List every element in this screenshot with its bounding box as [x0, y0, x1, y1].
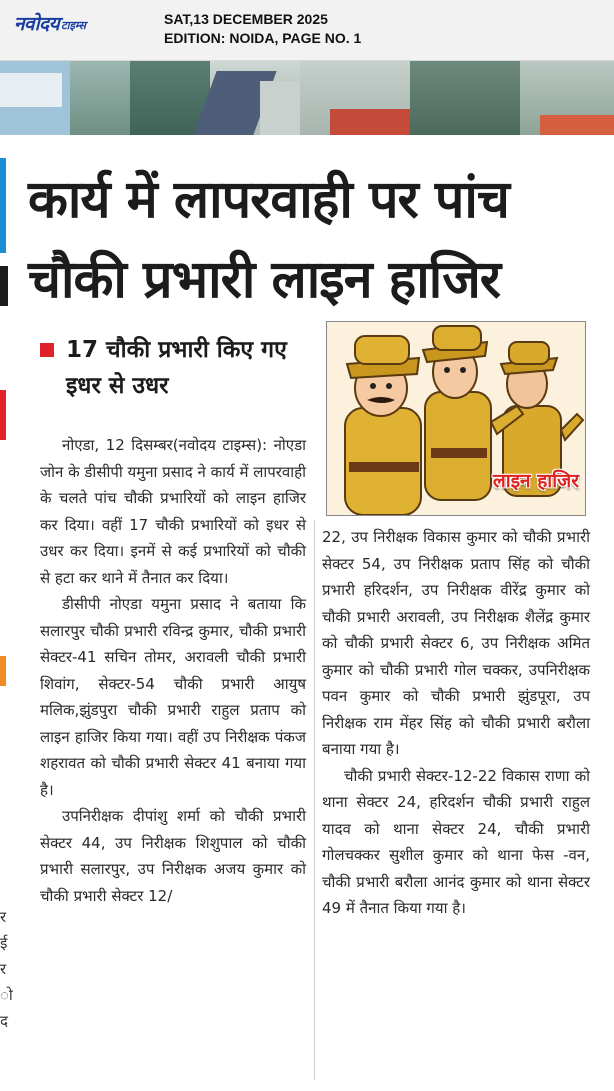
logo-sub-text: टाइम्स — [61, 19, 86, 32]
edition-info — [164, 10, 361, 48]
article-column-2 — [322, 524, 590, 922]
officer-left-figure — [345, 336, 421, 515]
top-photo-strip — [0, 61, 614, 135]
article-subhead: 17 चौकी प्रभारी किए गए इधर से उधर — [66, 337, 287, 399]
article-headline — [28, 160, 608, 320]
article-column-1 — [40, 432, 306, 909]
paragraph: उपनिरीक्षक दीपांशु शर्मा को चौकी प्रभारी सेक्टर 44, उप निरीक्षक शिशुपाल को चौकी प्रभारी सलारपुर, उप निरीक्षक अजय कुमार को चौकी प्रभारी सेक्टर 12/ — [40, 807, 306, 905]
logo-main-text: नवोदय — [14, 13, 60, 35]
line-hazir-stamp: लाइन हाजिर — [492, 470, 579, 492]
newspaper-logo[interactable] — [14, 10, 86, 36]
adjacent-article-fragment — [0, 158, 14, 1088]
headline-line-1: कार्य में लापरवाही पर पांच — [28, 170, 509, 230]
accent-bar-red — [0, 390, 6, 440]
newspaper-header — [0, 0, 614, 61]
paragraph: 22, उप निरीक्षक विकास कुमार को चौकी प्रभारी सेक्टर 54, उप निरीक्षक प्रताप सिंह को चौकी प्रभारी हरिदर्शन, उप निरीक्षक वीरेंद्र कुमार को चौकी प्रभारी अरावली, उप निरीक्षक शैलेंद्र कुमार को चौकी प्रभारी सेक्टर 6, उप निरीक्षक अमित कुमार को चौकी प्रभारी गोल चक्कर, उपनिरीक्षक पवन कुमार को चौकी प्रभारी झुंडपूरा, उप निरीक्षक राम मेंहर सिंह को चौकी प्रभारी बरौला बनाया गया है। — [322, 528, 590, 758]
column-divider — [314, 520, 315, 1080]
accent-bar-blue — [0, 158, 6, 253]
paragraph: नोएडा, 12 दिसम्बर(नवोदय टाइम्स): नोएडा जोन के डीसीपी यमुना प्रसाद ने कार्य में लापरवाही के चलते पांच चौकी प्रभारियों को लाइन हाजिर कर दिया। वहीं 17 चौकी प्रभारियों को इधर से उधर कर दिया। इनमें से कई प्रभारियों को चौकी से हटा कर थाने में तैनात कर दिया। — [40, 436, 306, 587]
paragraph: चौकी प्रभारी सेक्टर-12-22 विकास राणा को थाना सेक्टर 24, हरिदर्शन चौकी प्रभारी राहुल यादव को थाना सेक्टर 24, चौकी प्रभारी गोलचक्कर सुशील कुमार को थाना फेस -वन, चौकी प्रभारी बरौला आनंद कुमार को थाना सेक्टर 49 में तैनात किया गया है। — [322, 766, 590, 917]
police-illustration — [326, 321, 586, 516]
left-fragment: र — [0, 960, 7, 978]
edition-line: EDITION: NOIDA, PAGE NO. 1 — [164, 30, 362, 46]
date-line: SAT,13 DECEMBER 2025 — [164, 11, 328, 27]
left-fragment: द — [0, 1012, 8, 1030]
accent-bar-black — [0, 266, 8, 306]
accent-bar-orange — [0, 656, 6, 686]
headline-line-2: चौकी प्रभारी लाइन हाजिर — [28, 250, 501, 310]
left-fragment: ई — [0, 934, 8, 952]
paragraph: डीसीपी नोएडा यमुना प्रसाद ने बताया कि सलारपुर चौकी प्रभारी रविन्द्र कुमार, चौकी प्रभारी सेक्टर-41 सचिन तोमर, अरावली चौकी प्रभारी शिवांग, सेक्टर-54 चौकी प्रभारी आयुष मलिक,झुंडपुरा चौकी प्रभारी राहुल प्रताप को लाइन हाजिर किया गया। वहीं उप निरीक्षक पंकज शहरावत को चौकी प्रभारी सेक्टर 41 बनाया गया है। — [40, 595, 306, 799]
left-fragment: ो — [0, 986, 13, 1004]
left-fragment: र — [0, 908, 7, 926]
subhead-bullet-icon — [40, 343, 54, 357]
